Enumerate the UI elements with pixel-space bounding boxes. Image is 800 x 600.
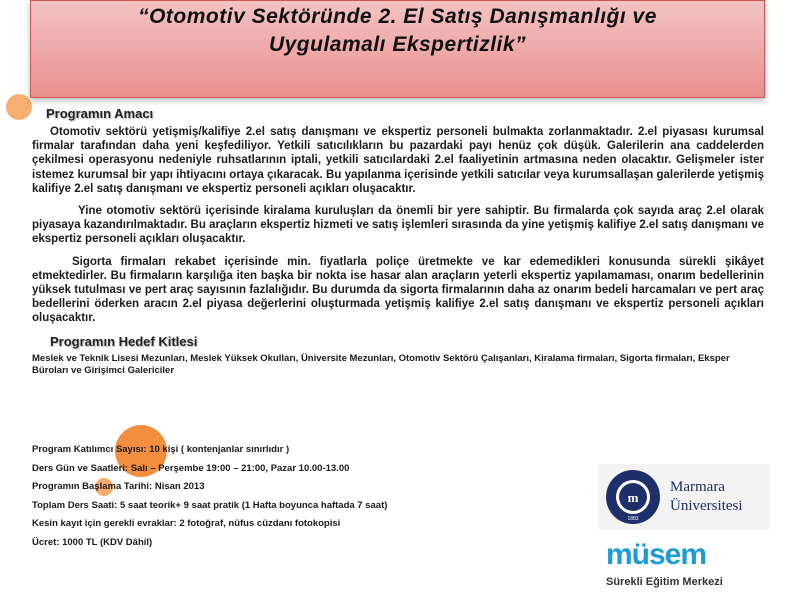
- paragraph: Yine otomotiv sektörü içerisinde kiralama kuruluşları da önemli bir yere sahiptir. Bu firmalarda çok sayıda araç 2.el olarak piyasaya kazandırılmaktadır. Bu araçların ekspertiz hizmeti ve satış işlemleri sırasında da yine yetişmiş kalifiye 2.el satış danışmanı ve ekspertiz personeli açıkları oluşacaktır.: [32, 205, 764, 246]
- info-total-hours: Toplam Ders Saati: 5 saat teorik+ 9 saat pratik (1 Hafta boyunca haftada 7 saat): [32, 499, 388, 511]
- paragraph: Sigorta firmaları rekabet içerisinde min. fiyatlarla poliçe üretmekte ve kar edemedikleri konusunda sürekli şikâyet etmektedirler. Bu firmaların karşılığa iten başka bir nokta ise hasar alan araçların yeterli ekspertiz yapılamaması, onarım bedellerinin yüksek tutulması ve pert araç sayısının fazlalığıdır. Bu durumda da sigorta firmalarının daha az onarım bedeli harcamaları ve pert araç bedellerini öderken aracın 2.el piyasa değerlerini oluşturmada yetişmiş kalifiye 2.el satış danışmanı ve ekspertiz personeli açıkları oluşacaktır.: [32, 255, 764, 325]
- title-line-1: “Otomotiv Sektöründe 2. El Satış Danışmanlığı ve: [138, 5, 657, 28]
- info-start-date: Programın Başlama Tarihi: Nisan 2013: [32, 481, 205, 492]
- target-audience-text: Meslek ve Teknik Lisesi Mezunları, Meslek Yüksek Okulları, Üniversite Mezunları, Otomotiv Sektörü Çalışanları, Kiralama firmaları, Sigorta firmaları, Eksper Büroları ve Girişimci Galericiler: [32, 352, 730, 376]
- section-heading-amac: Programın Amacı: [46, 106, 154, 121]
- musem-subtitle: Sürekli Eğitim Merkezi: [606, 576, 723, 588]
- svg-text:m: m: [627, 490, 639, 505]
- svg-text:1883: 1883: [627, 516, 639, 522]
- marmara-wordmark: [670, 478, 743, 516]
- title-banner: [30, 0, 765, 98]
- main-content: [32, 106, 764, 377]
- marmara-university-logo: [598, 464, 770, 530]
- decorative-orange-circle: [6, 94, 32, 120]
- marmara-seal-icon: [606, 470, 660, 524]
- marmara-line-1: Marmara: [670, 479, 725, 495]
- section-heading-hedef-kitle: Programın Hedef Kitlesi: [50, 333, 198, 349]
- musem-logo: [598, 530, 770, 596]
- info-documents: Kesin kayıt için gerekli evraklar: 2 fotoğraf, nüfus cüzdanı fotokopisi: [32, 518, 341, 529]
- musem-wordmark: müsem: [606, 538, 707, 571]
- info-fee: Ücret: 1000 TL (KDV Dâhil): [32, 536, 153, 548]
- program-info: [32, 441, 572, 552]
- paragraph: Otomotiv sektörü yetişmiş/kalifiye 2.el satış danışmanı ve ekspertiz personeli bulmakta zorlanmaktadır. 2.el piyasası kurumsal firmalar tarafından daha yeni keşfediliyor. Yetkili satıcılıkların bu pazardaki payı henüz çok düşük. Galerilerin ana caddelerden çekilmesi operasyonu nedeniyle ruhsatlarının iptali, yetkili satıcılardaki 2.el faaliyetinin artmasına neden olacaktır. Gelişmeler ister istemez kurumsal bir yapı ihtiyacını ortaya çıkaracak. Bu yapılanma içerisinde yetkili satıcılar veya kurumsallaşan galerilerde yetişmiş kalifiye 2.el satış danışmanı ve ekspertiz personeli açıkları oluşacaktır.: [32, 126, 764, 195]
- info-participants: Program Katılımcı Sayısı: 10 kişi ( kontenjanlar sınırlıdır ): [32, 444, 290, 455]
- marmara-line-2: Üniversitesi: [670, 498, 743, 514]
- title-line-2: Uygulamalı Ekspertizlik”: [268, 33, 527, 56]
- info-schedule: Ders Gün ve Saatleri: Salı – Perşembe 19:00 – 21:00, Pazar 10.00-13.00: [32, 462, 350, 474]
